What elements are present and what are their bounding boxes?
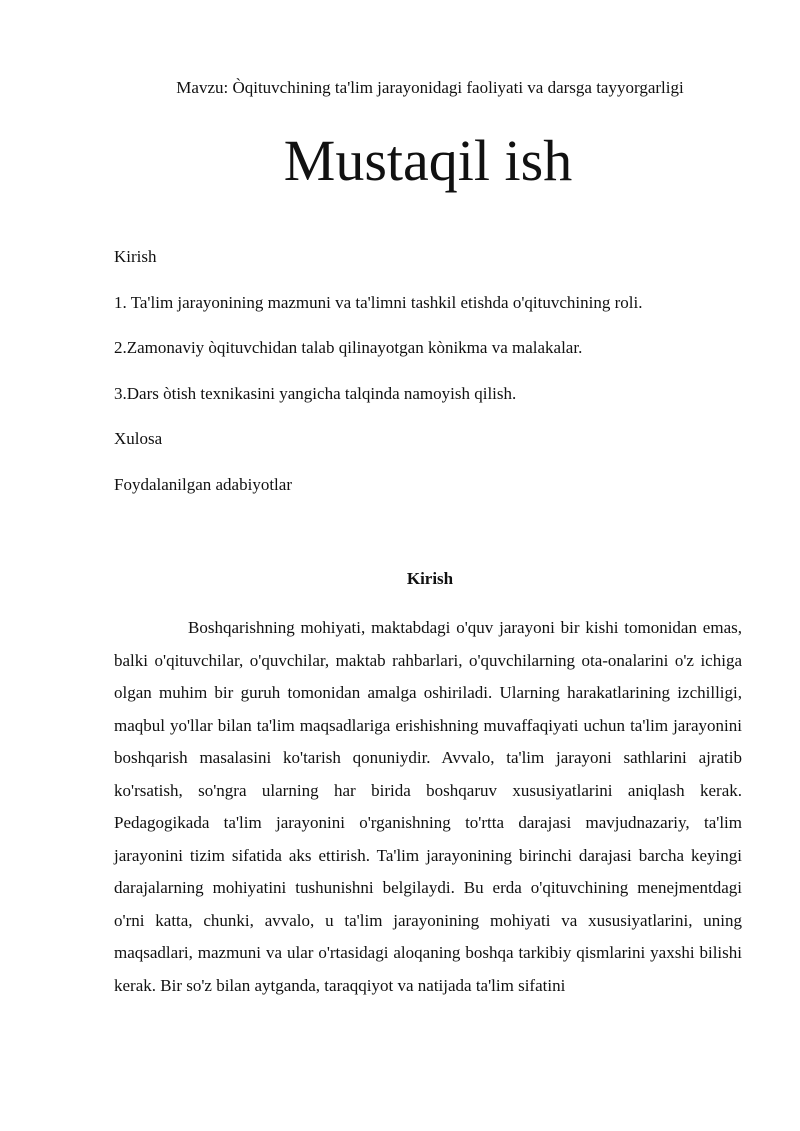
topic-line: Mavzu: Òqituvchining ta'lim jarayonidagi faoliyati va darsga tayyorgarligi [176, 78, 684, 97]
toc-item-introduction: Kirish [114, 247, 157, 266]
section-heading: Kirish [406, 569, 454, 588]
page-title: Mustaqil ish [283, 128, 573, 193]
toc-item-chapter-3: 3.Dars òtish texnikasini yangicha talqinda namoyish qilish. [114, 383, 517, 403]
toc-item-chapter-2: 2.Zamonaviy òqituvchidan talab qilinayotgan kònikma va malakalar. [114, 338, 583, 358]
toc-item-references: Foydalanilgan adabiyotlar [114, 474, 292, 494]
toc-item-conclusion: Xulosa [114, 429, 163, 449]
toc-item-chapter-1: 1. Ta'lim jarayonining mazmuni va ta'limni tashkil etishda o'qituvchining roli. [114, 292, 643, 312]
body-paragraph: Boshqarishning mohiyati, maktabdagi o'quv jarayoni bir kishi tomonidan emas, balki o'qituvchilar, o'quvchilar, maktab rahbarlari, o'quvchilarning ota-onalarini o'z ichiga olgan muhim bir guruh tomonidan amalga oshiriladi. Ularning harakatlarining izchilligi, maqbul yo'llar bilan ta'lim maqsadlariga erishishning muvaffaqiyati uchun ta'lim jarayonini boshqarish masalasini ko'tarish qonuniydir. Avvalo, ta'lim jarayoni sathlarini ajratib ko'rsatish, so'ngra ularning har birida boshqaruv xususiyatlarini aniqlash kerak. Pedagogikada ta'lim jarayonini o'rganishning to'rtta darajasi mavjudnazariy, ta'lim jarayonini tizim sifatida aks ettirish. Ta'lim jarayonining birinchi darajasi barcha keyingi darajalarning mohiyatini tushunishni belgilaydi. Bu erda o'qituvchining menejmentdagi o'rni katta, chunki, avvalo, u ta'lim jarayonining mohiyati va xususiyatlarini, uning maqsadlari, mazmuni va ular o'rtasidagi aloqaning boshqa tarkibiy qismlarini yaxshi bilishi kerak. Bir so'z bilan aytganda, taraqqiyot va natijada ta'lim sifatini [114, 618, 742, 995]
table-of-contents [114, 246, 754, 520]
